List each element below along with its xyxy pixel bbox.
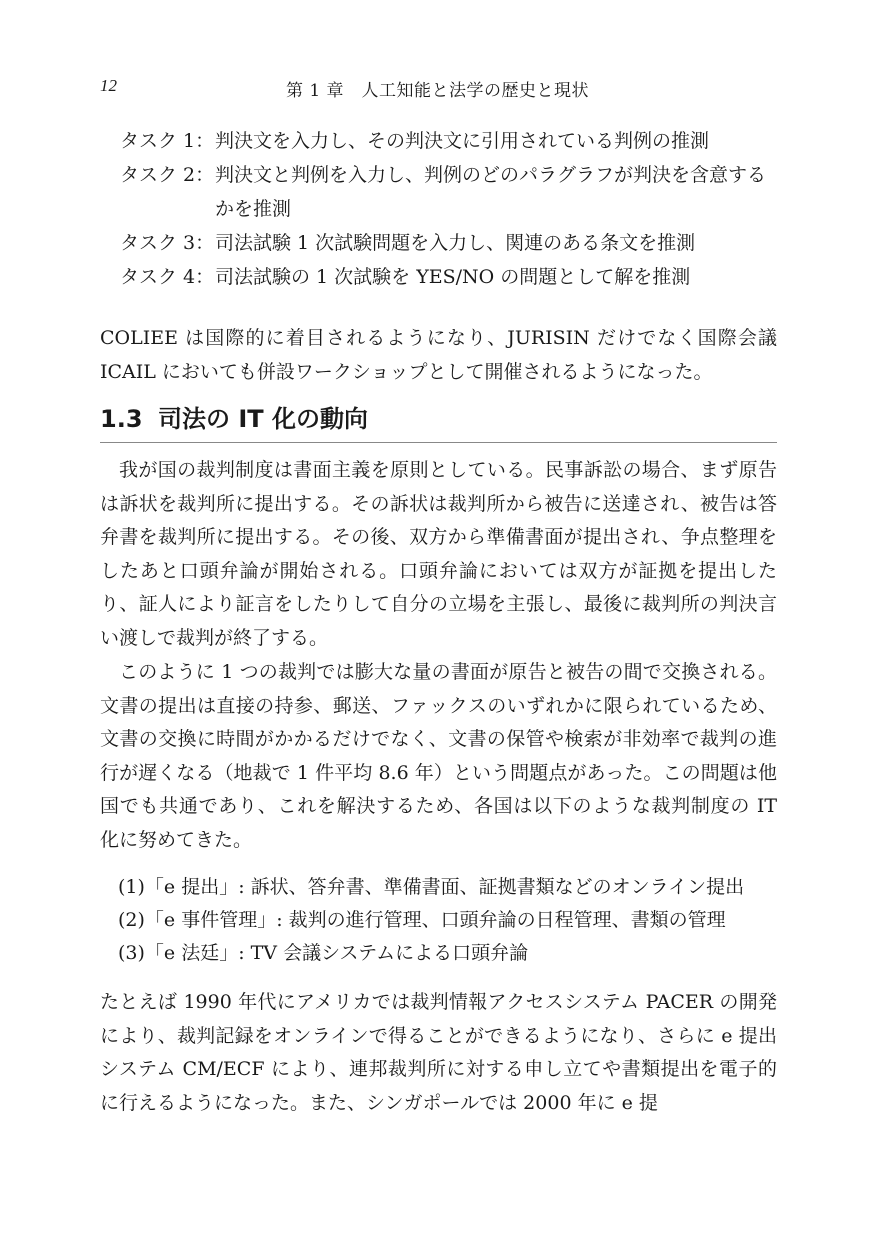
task-text: 判決文と判例を入力し、判例のどのパラグラフが判決を含意するかを推測	[215, 164, 767, 220]
task-label: タスク 2：	[120, 164, 215, 186]
list-item: (3)「e 法廷」: TV 会議システムによる口頭弁論	[118, 942, 529, 964]
section-title: 司法の IT 化の動向	[158, 405, 369, 433]
task-label: タスク 4：	[120, 266, 215, 288]
task-item	[120, 260, 780, 294]
page-number: 12	[100, 76, 117, 95]
task-text: 判決文を入力し、その判決文に引用されている判例の推測	[215, 130, 710, 152]
body-paragraph: たとえば 1990 年代にアメリカでは裁判情報アクセスシステム PACER の開発により、裁判記録をオンラインで得ることができるようになり、さらに e 提出システム CM/ECF により、連邦裁判所に対する申し立てや書類提出を電子的に行えるようになった。また、シンガポールでは 2000 年に e 提	[100, 991, 778, 1114]
task-text: 司法試験 1 次試験問題を入力し、関連のある条文を推測	[215, 232, 696, 254]
task-label: タスク 1：	[120, 130, 215, 152]
task-label: タスク 3：	[120, 232, 215, 254]
body-paragraph: 我が国の裁判制度は書面主義を原則としている。民事訴訟の場合、まず原告は訴状を裁判所に提出する。その訴状は裁判所から被告に送達され、被告は答弁書を裁判所に提出する。その後、双方から準備書面が提出され、争点整理をしたあと口頭弁論が開始される。口頭弁論においては双方が証拠を提出したり、証人により証言をしたりして自分の立場を主張し、最後に裁判所の判決言い渡しで裁判が終了する。	[100, 459, 777, 649]
task-list	[120, 124, 780, 294]
section-number: 1.3	[100, 405, 143, 433]
list-item: (2)「e 事件管理」: 裁判の進行管理、口頭弁論の日程管理、書類の管理	[118, 909, 726, 931]
body-paragraph: このように 1 つの裁判では膨大な量の書面が原告と被告の間で交換される。文書の提出は直接の持参、郵送、ファックスのいずれかに限られているため、文書の交換に時間がかかるだけでなく、文書の保管や検索が非効率で裁判の進行が遅くなる（地裁で 1 件平均 8.6 年）という問題点があった。この問題は他国でも共通であり、これを解決するため、各国は以下のような裁判制度の IT 化に努めてきた。	[100, 661, 777, 851]
chapter-title: 第 1 章 人工知能と法学の歴史と現状	[285, 81, 590, 101]
task-item	[120, 158, 780, 226]
task-item	[120, 124, 780, 158]
task-item	[120, 226, 780, 260]
task-text: 司法試験の 1 次試験を YES/NO の問題として解を推測	[215, 266, 691, 288]
section-heading	[100, 400, 777, 443]
running-head	[100, 76, 775, 102]
coliee-paragraph: COLIEE は国際的に着目されるようになり、JURISIN だけでなく国際会議 ICAIL においても併設ワークショップとして開催されるようになった。	[100, 327, 777, 383]
it-measures-list	[118, 871, 778, 970]
list-item: (1)「e 提出」: 訴状、答弁書、準備書面、証拠書類などのオンライン提出	[118, 876, 745, 898]
